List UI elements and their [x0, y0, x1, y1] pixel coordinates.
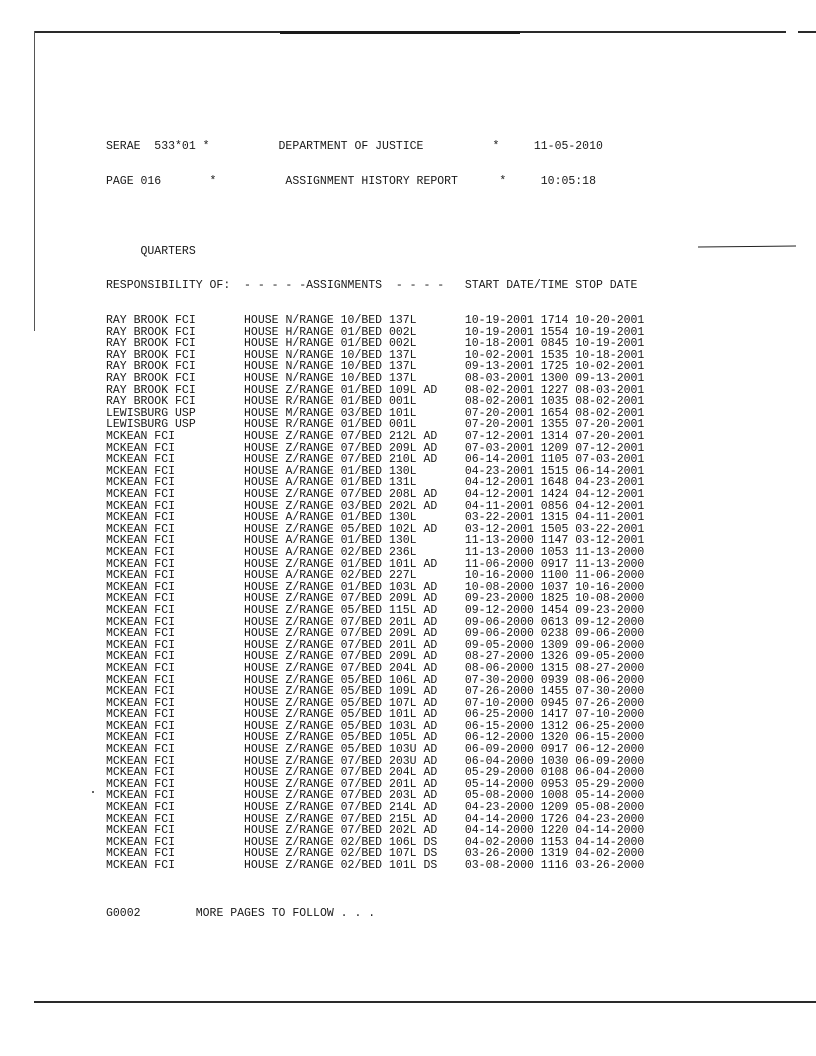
assignment-cell: HOUSE Z/RANGE 05/BED 101L AD — [244, 708, 465, 722]
start-datetime-cell: 08-02-2001 1035 — [464, 395, 576, 409]
facility-cell: MCKEAN FCI — [106, 615, 245, 629]
start-datetime-cell: 10-19-2001 1714 — [464, 314, 576, 328]
assignment-cell: HOUSE A/RANGE 01/BED 131L — [244, 476, 465, 490]
facility-cell: LEWISBURG USP — [106, 406, 245, 420]
column-header-line-1: QUARTERS — [106, 244, 196, 258]
facility-cell: RAY BROOK FCI — [106, 383, 245, 397]
facility-cell: MCKEAN FCI — [106, 476, 245, 490]
stop-date-cell: 03-12-2001 — [575, 534, 645, 548]
start-datetime-cell: 04-11-2001 0856 — [464, 499, 576, 513]
start-datetime-cell: 07-20-2001 1654 — [464, 406, 576, 420]
stop-date-cell: 09-23-2000 — [575, 603, 645, 617]
facility-cell: MCKEAN FCI — [106, 488, 245, 501]
facility-cell: RAY BROOK FCI — [106, 325, 245, 339]
stop-date-cell: 10-20-2001 — [575, 314, 645, 328]
start-datetime-cell: 05-14-2000 0953 — [464, 777, 576, 791]
assignment-cell: HOUSE A/RANGE 01/BED 130L — [244, 534, 465, 548]
start-datetime-cell: 09-13-2001 1725 — [464, 360, 576, 374]
facility-cell: MCKEAN FCI — [106, 835, 245, 849]
facility-cell: RAY BROOK FCI — [106, 348, 245, 362]
start-datetime-cell: 08-27-2000 1326 — [464, 650, 576, 664]
facility-cell: MCKEAN FCI — [106, 812, 245, 826]
stop-date-cell: 10-18-2001 — [575, 348, 645, 362]
stop-date-cell: 07-30-2000 — [575, 685, 645, 699]
start-datetime-cell: 11-13-2000 1053 — [464, 545, 576, 559]
start-datetime-cell: 03-26-2000 1319 — [464, 847, 576, 861]
assignment-cell: HOUSE Z/RANGE 05/BED 109L AD — [244, 685, 465, 699]
assignment-cell: HOUSE Z/RANGE 05/BED 103U AD — [244, 743, 465, 757]
start-datetime-cell: 10-18-2001 0845 — [464, 337, 576, 351]
footer-text: MORE PAGES TO FOLLOW . . . — [195, 906, 376, 920]
stop-date-cell: 04-12-2001 — [575, 488, 645, 501]
facility-cell: MCKEAN FCI — [106, 638, 245, 652]
assignment-cell: HOUSE Z/RANGE 07/BED 201L AD — [244, 615, 465, 629]
scan-border-left — [34, 31, 35, 331]
stop-date-cell: 10-08-2000 — [575, 592, 645, 606]
start-datetime-cell: 03-08-2000 1116 — [464, 859, 576, 872]
start-datetime-cell: 11-06-2000 0917 — [464, 557, 576, 571]
facility-cell: MCKEAN FCI — [106, 719, 245, 733]
facility-cell: RAY BROOK FCI — [106, 395, 245, 409]
facility-cell: MCKEAN FCI — [106, 661, 245, 675]
facility-cell: RAY BROOK FCI — [106, 314, 245, 328]
stop-date-cell: 11-13-2000 — [575, 545, 645, 559]
assignment-cell: HOUSE Z/RANGE 01/BED 109L AD — [244, 383, 465, 397]
assignment-cell: HOUSE N/RANGE 10/BED 137L — [244, 372, 465, 386]
facility-cell: MCKEAN FCI — [106, 545, 245, 559]
stop-date-cell: 09-05-2000 — [575, 650, 645, 664]
facility-cell: MCKEAN FCI — [106, 789, 245, 803]
facility-cell: MCKEAN FCI — [106, 603, 245, 617]
start-datetime-cell: 09-23-2000 1825 — [464, 592, 576, 606]
start-datetime-cell: 09-06-2000 0613 — [464, 615, 576, 629]
facility-cell: MCKEAN FCI — [106, 847, 245, 861]
facility-cell: RAY BROOK FCI — [106, 337, 245, 351]
stop-date-cell: 10-16-2000 — [575, 580, 645, 594]
start-datetime-cell: 07-03-2001 1209 — [464, 441, 576, 455]
start-datetime-cell: 09-05-2000 1309 — [464, 638, 576, 652]
stop-date-cell: 07-26-2000 — [575, 696, 645, 710]
assignment-cell: HOUSE Z/RANGE 07/BED 209L AD — [244, 441, 465, 455]
facility-cell: MCKEAN FCI — [106, 580, 245, 594]
assignment-cell: HOUSE Z/RANGE 07/BED 204L AD — [244, 766, 465, 780]
assignment-cell: HOUSE Z/RANGE 05/BED 106L AD — [244, 673, 465, 687]
facility-cell: MCKEAN FCI — [106, 499, 245, 513]
stop-date-cell: 06-09-2000 — [575, 754, 645, 768]
assignment-cell: HOUSE A/RANGE 01/BED 130L — [244, 464, 465, 478]
facility-cell: RAY BROOK FCI — [106, 360, 245, 374]
column-header-line-2: RESPONSIBILITY OF: - - - - -ASSIGNMENTS - - - - START DATE/TIME STOP DATE — [106, 279, 638, 293]
facility-cell: MCKEAN FCI — [106, 754, 245, 768]
assignment-cell: HOUSE Z/RANGE 02/BED 101L DS — [244, 859, 465, 872]
stop-date-cell: 05-08-2000 — [575, 801, 645, 815]
assignment-cell: HOUSE Z/RANGE 05/BED 105L AD — [244, 731, 465, 745]
start-datetime-cell: 07-30-2000 0939 — [464, 673, 576, 687]
stop-date-cell: 08-02-2001 — [575, 395, 645, 409]
assignment-cell: HOUSE R/RANGE 01/BED 001L — [244, 418, 465, 432]
start-datetime-cell: 04-14-2000 1220 — [464, 824, 576, 838]
start-datetime-cell: 05-08-2000 1008 — [464, 789, 576, 803]
assignment-cell: HOUSE N/RANGE 10/BED 137L — [244, 360, 465, 374]
report-header-line-1: SERAE 533*01 * DEPARTMENT OF JUSTICE * 11-05-2010 — [106, 140, 603, 154]
stop-date-cell: 08-03-2001 — [575, 383, 645, 397]
facility-cell: MCKEAN FCI — [106, 592, 245, 606]
assignment-cell: HOUSE A/RANGE 02/BED 227L — [244, 569, 465, 583]
stop-date-cell: 04-23-2000 — [575, 812, 645, 826]
stop-date-cell: 07-03-2001 — [575, 453, 645, 467]
stop-date-cell: 08-27-2000 — [575, 661, 645, 675]
assignment-cell: HOUSE Z/RANGE 05/BED 115L AD — [244, 603, 465, 617]
stop-date-cell: 07-20-2001 — [575, 430, 645, 444]
stop-date-cell: 07-12-2001 — [575, 441, 645, 455]
assignment-cell: HOUSE Z/RANGE 07/BED 215L AD — [244, 812, 465, 826]
stop-date-cell: 09-06-2000 — [575, 627, 645, 641]
start-datetime-cell: 10-19-2001 1554 — [464, 325, 576, 339]
stop-date-cell: 10-19-2001 — [575, 325, 645, 339]
stop-date-cell: 04-14-2000 — [575, 824, 645, 838]
assignment-cell: HOUSE Z/RANGE 07/BED 212L AD — [244, 430, 465, 444]
start-datetime-cell: 10-08-2000 1037 — [464, 580, 576, 594]
assignment-cell: HOUSE Z/RANGE 07/BED 209L AD — [244, 592, 465, 606]
assignment-cell: HOUSE Z/RANGE 05/BED 107L AD — [244, 696, 465, 710]
assignment-cell: HOUSE Z/RANGE 07/BED 210L AD — [244, 453, 465, 467]
facility-cell: MCKEAN FCI — [106, 708, 245, 722]
assignment-cell: HOUSE Z/RANGE 07/BED 214L AD — [244, 801, 465, 815]
assignment-cell: HOUSE Z/RANGE 07/BED 201L AD — [244, 777, 465, 791]
stop-date-cell: 11-13-2000 — [575, 557, 645, 571]
start-datetime-cell: 07-20-2001 1355 — [464, 418, 576, 432]
stop-date-cell: 09-06-2000 — [575, 638, 645, 652]
stop-date-cell: 11-06-2000 — [575, 569, 645, 583]
report-footer — [106, 908, 726, 920]
stop-date-cell: 04-11-2001 — [575, 511, 645, 525]
facility-cell: LEWISBURG USP — [106, 418, 245, 432]
facility-cell: MCKEAN FCI — [106, 511, 245, 525]
start-datetime-cell: 08-02-2001 1227 — [464, 383, 576, 397]
assignment-table — [106, 315, 726, 872]
start-datetime-cell: 04-23-2000 1209 — [464, 801, 576, 815]
facility-cell: MCKEAN FCI — [106, 534, 245, 548]
assignment-cell: HOUSE Z/RANGE 01/BED 103L AD — [244, 580, 465, 594]
start-datetime-cell: 07-10-2000 0945 — [464, 696, 576, 710]
stop-date-cell: 04-12-2001 — [575, 499, 645, 513]
assignment-cell: HOUSE A/RANGE 02/BED 236L — [244, 545, 465, 559]
assignment-cell: HOUSE Z/RANGE 07/BED 208L AD — [244, 488, 465, 501]
facility-cell: RAY BROOK FCI — [106, 372, 245, 386]
stop-date-cell: 04-02-2000 — [575, 847, 645, 861]
assignment-cell: HOUSE Z/RANGE 07/BED 204L AD — [244, 661, 465, 675]
start-datetime-cell: 06-25-2000 1417 — [464, 708, 576, 722]
facility-cell: MCKEAN FCI — [106, 696, 245, 710]
start-datetime-cell: 09-06-2000 0238 — [464, 627, 576, 641]
start-datetime-cell: 04-23-2001 1515 — [464, 464, 576, 478]
assignment-cell: HOUSE Z/RANGE 07/BED 203U AD — [244, 754, 465, 768]
start-datetime-cell: 08-03-2001 1300 — [464, 372, 576, 386]
facility-cell: MCKEAN FCI — [106, 569, 245, 583]
facility-cell: MCKEAN FCI — [106, 743, 245, 757]
stop-date-cell: 06-12-2000 — [575, 743, 645, 757]
report-page — [106, 118, 726, 931]
assignment-cell: HOUSE Z/RANGE 02/BED 106L DS — [244, 835, 465, 849]
assignment-cell: HOUSE Z/RANGE 07/BED 209L AD — [244, 627, 465, 641]
facility-cell: MCKEAN FCI — [106, 777, 245, 791]
facility-cell: MCKEAN FCI — [106, 464, 245, 478]
facility-cell: MCKEAN FCI — [106, 685, 245, 699]
start-datetime-cell: 06-12-2000 1320 — [464, 731, 576, 745]
stop-date-cell: 06-15-2000 — [575, 731, 645, 745]
start-datetime-cell: 06-09-2000 0917 — [464, 743, 576, 757]
start-datetime-cell: 03-22-2001 1315 — [464, 511, 576, 525]
facility-cell: MCKEAN FCI — [106, 557, 245, 571]
scan-border-bottom — [34, 1001, 816, 1003]
assignment-cell: HOUSE Z/RANGE 07/BED 209L AD — [244, 650, 465, 664]
stop-date-cell: 06-14-2001 — [575, 464, 645, 478]
assignment-cell: HOUSE Z/RANGE 05/BED 102L AD — [244, 522, 465, 536]
assignment-cell: HOUSE H/RANGE 01/BED 002L — [244, 337, 465, 351]
assignment-cell: HOUSE M/RANGE 03/BED 101L — [244, 406, 465, 420]
start-datetime-cell: 10-16-2000 1100 — [464, 569, 576, 583]
footer-code: G0002 — [106, 906, 141, 920]
assignment-cell: HOUSE R/RANGE 01/BED 001L — [244, 395, 465, 409]
start-datetime-cell: 04-02-2000 1153 — [464, 835, 576, 849]
stop-date-cell: 10-02-2001 — [575, 360, 645, 374]
assignment-cell: HOUSE Z/RANGE 03/BED 202L AD — [244, 499, 465, 513]
assignment-cell: HOUSE Z/RANGE 07/BED 203L AD — [244, 789, 465, 803]
stop-date-cell: 07-20-2001 — [575, 418, 645, 432]
start-datetime-cell: 06-14-2001 1105 — [464, 453, 576, 467]
stop-date-cell: 06-04-2000 — [575, 766, 645, 780]
stop-date-cell: 03-26-2000 — [575, 859, 645, 872]
start-datetime-cell: 03-12-2001 1505 — [464, 522, 576, 536]
assignment-cell: HOUSE N/RANGE 10/BED 137L — [244, 348, 465, 362]
facility-cell: MCKEAN FCI — [106, 522, 245, 536]
assignment-cell: HOUSE Z/RANGE 01/BED 101L AD — [244, 557, 465, 571]
facility-cell: MCKEAN FCI — [106, 673, 245, 687]
stop-date-cell: 09-13-2001 — [575, 372, 645, 386]
stop-date-cell: 05-29-2000 — [575, 777, 645, 791]
facility-cell: MCKEAN FCI — [106, 650, 245, 664]
stop-date-cell: 06-25-2000 — [575, 719, 645, 733]
report-header-line-2: PAGE 016 * ASSIGNMENT HISTORY REPORT * 10:05:18 — [106, 174, 596, 188]
header-spacer — [106, 211, 726, 223]
stop-date-cell: 07-10-2000 — [575, 708, 645, 722]
start-datetime-cell: 11-13-2000 1147 — [464, 534, 576, 548]
facility-cell: MCKEAN FCI — [106, 627, 245, 641]
facility-cell: MCKEAN FCI — [106, 430, 245, 444]
stop-date-cell: 08-02-2001 — [575, 406, 645, 420]
start-datetime-cell: 04-12-2001 1648 — [464, 476, 576, 490]
start-datetime-cell: 06-15-2000 1312 — [464, 719, 576, 733]
start-datetime-cell: 08-06-2000 1315 — [464, 661, 576, 675]
stop-date-cell: 08-06-2000 — [575, 673, 645, 687]
stop-date-cell: 03-22-2001 — [575, 522, 645, 536]
facility-cell: MCKEAN FCI — [106, 801, 245, 815]
facility-cell: MCKEAN FCI — [106, 859, 245, 872]
assignment-cell: HOUSE N/RANGE 10/BED 137L — [244, 314, 465, 328]
stop-date-cell: 04-14-2000 — [575, 835, 645, 849]
start-datetime-cell: 06-04-2000 1030 — [464, 754, 576, 768]
assignment-cell: HOUSE Z/RANGE 07/BED 202L AD — [244, 824, 465, 838]
table-row — [106, 860, 726, 872]
stop-date-cell: 04-23-2001 — [575, 476, 645, 490]
start-datetime-cell: 09-12-2000 1454 — [464, 603, 576, 617]
footer-spacer — [141, 907, 196, 920]
facility-cell: MCKEAN FCI — [106, 824, 245, 838]
facility-cell: MCKEAN FCI — [106, 731, 245, 745]
assignment-cell: HOUSE H/RANGE 01/BED 002L — [244, 325, 465, 339]
start-datetime-cell: 05-29-2000 0108 — [464, 766, 576, 780]
start-datetime-cell: 04-14-2000 1726 — [464, 812, 576, 826]
start-datetime-cell: 07-12-2001 1314 — [464, 430, 576, 444]
scan-speck — [92, 791, 94, 793]
assignment-cell: HOUSE Z/RANGE 07/BED 201L AD — [244, 638, 465, 652]
stop-date-cell: 10-19-2001 — [575, 337, 645, 351]
scan-border-top-heavy — [280, 31, 520, 34]
assignment-cell: HOUSE Z/RANGE 05/BED 103L AD — [244, 719, 465, 733]
start-datetime-cell: 10-02-2001 1535 — [464, 348, 576, 362]
facility-cell: MCKEAN FCI — [106, 766, 245, 780]
start-datetime-cell: 07-26-2000 1455 — [464, 685, 576, 699]
facility-cell: MCKEAN FCI — [106, 453, 245, 467]
stop-date-cell: 09-12-2000 — [575, 615, 645, 629]
stop-date-cell: 05-14-2000 — [575, 789, 645, 803]
facility-cell: MCKEAN FCI — [106, 441, 245, 455]
assignment-cell: HOUSE A/RANGE 01/BED 130L — [244, 511, 465, 525]
scan-border-gap — [786, 31, 798, 33]
start-datetime-cell: 04-12-2001 1424 — [464, 488, 576, 501]
assignment-cell: HOUSE Z/RANGE 02/BED 107L DS — [244, 847, 465, 861]
